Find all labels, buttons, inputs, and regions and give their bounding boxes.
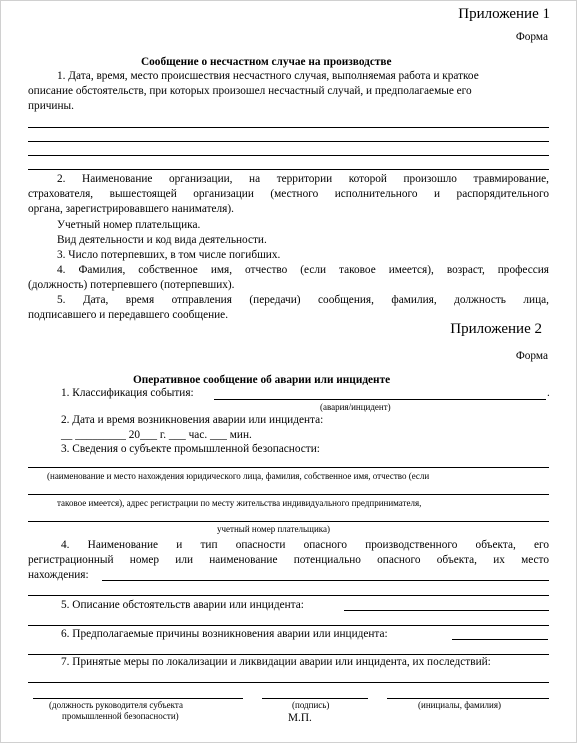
fill-line (28, 521, 549, 522)
fill-line (28, 682, 549, 683)
app1-activity-code: Вид деятельности и код вида деятельности. (57, 234, 267, 246)
fill-line (28, 625, 549, 626)
app1-item1-line1: 1. Дата, время, место происшествия несчастного случая, выполняемая работа и краткое (57, 70, 479, 82)
app2-item5: 5. Описание обстоятельств аварии или инцидента: (61, 599, 304, 611)
fill-line (28, 467, 549, 468)
app1-item4-line1: 4. Фамилия, собственное имя, отчество (если таковое имеется), возраст, профессия (57, 264, 549, 276)
app1-item1-line3: причины. (28, 100, 74, 112)
app2-item7: 7. Принятые меры по локализации и ликвидации аварии или инцидента, их последствий: (61, 656, 491, 668)
fill-line (28, 155, 549, 156)
app2-item4-line2: регистрационный номер или наименование потенциально опасного объекта, их место (28, 554, 549, 566)
app1-item2-line1: 2. Наименование организации, на территории которой произошло травмирование, (57, 173, 549, 185)
app2-item1-caption: (авария/инцидент) (320, 402, 391, 412)
fill-line (28, 169, 549, 170)
app2-item3-caption2: таковое имеется), адрес регистрации по месту жительства индивидуального предпринимателя, (57, 498, 422, 508)
appendix-1-form-label: Форма (515, 31, 548, 43)
app1-item1-line2: описание обстоятельств, при которых произошел несчастный случай, и предполагаемые его (28, 85, 472, 97)
appendix-2-title: Приложение 2 (450, 321, 542, 337)
sig-caption-position-1: (должность руководителя субъекта (49, 700, 183, 710)
fill-line (28, 127, 549, 128)
fill-line (28, 141, 549, 142)
app1-item3: 3. Число потерпевших, в том числе погибших. (57, 249, 281, 261)
app1-item5-line1: 5. Дата, время отправления (передачи) сообщения, фамилия, должность лица, (57, 294, 549, 306)
app1-payer-number: Учетный номер плательщика. (57, 219, 201, 231)
fill-line (102, 580, 549, 581)
app2-item2: 2. Дата и время возникновения аварии или инцидента: (61, 414, 324, 426)
app2-item4-line1: 4. Наименование и тип опасности опасного производственного объекта, его (61, 539, 549, 551)
sig-caption-signature: (подпись) (292, 700, 330, 710)
appendix-1-heading: Сообщение о несчастном случае на производстве (141, 56, 392, 68)
fill-line (452, 639, 548, 640)
appendix-2-form-label: Форма (515, 350, 548, 362)
signature-name-line (387, 698, 549, 699)
fill-line (28, 595, 549, 596)
app1-item2-line2: страхователя, вышестоящей организации (местного исполнительного и распорядительного (28, 188, 549, 200)
app2-item3-caption1: (наименование и место нахождения юридического лица, фамилия, собственное имя, отчество (если (47, 471, 430, 481)
app1-item4-line2: (должность) потерпевшего (потерпевших). (28, 279, 235, 291)
appendix-2-heading: Оперативное сообщение об аварии или инциденте (133, 374, 391, 386)
sig-caption-position-2: промышленной безопасности) (62, 711, 179, 721)
app2-item3-caption3: учетный номер плательщика) (217, 524, 331, 534)
app1-item2-line3: органа, зарегистрировавшего нанимателя). (28, 203, 234, 215)
app2-item1-end: . (547, 387, 550, 399)
appendix-1-title: Приложение 1 (458, 6, 550, 22)
app1-item5-line2: подписавшего и передавшего сообщение. (28, 309, 229, 321)
fill-line (28, 494, 549, 495)
sig-caption-name: (инициалы, фамилия) (418, 700, 501, 710)
signature-position-line (33, 698, 243, 699)
fill-line (344, 610, 549, 611)
app2-item1: 1. Классификация события: (61, 387, 194, 399)
app2-item6: 6. Предполагаемые причины возникновения аварии или инцидента: (61, 628, 388, 640)
app2-item4-line3: нахождения: (28, 569, 89, 581)
stamp-label: М.П. (288, 712, 312, 724)
app2-item3: 3. Сведения о субъекте промышленной безопасности: (61, 443, 320, 455)
fill-line (214, 399, 546, 400)
app2-item2-date-line: __ _________ 20___ г. ___ час. ___ мин. (61, 429, 252, 441)
signature-line (262, 698, 368, 699)
